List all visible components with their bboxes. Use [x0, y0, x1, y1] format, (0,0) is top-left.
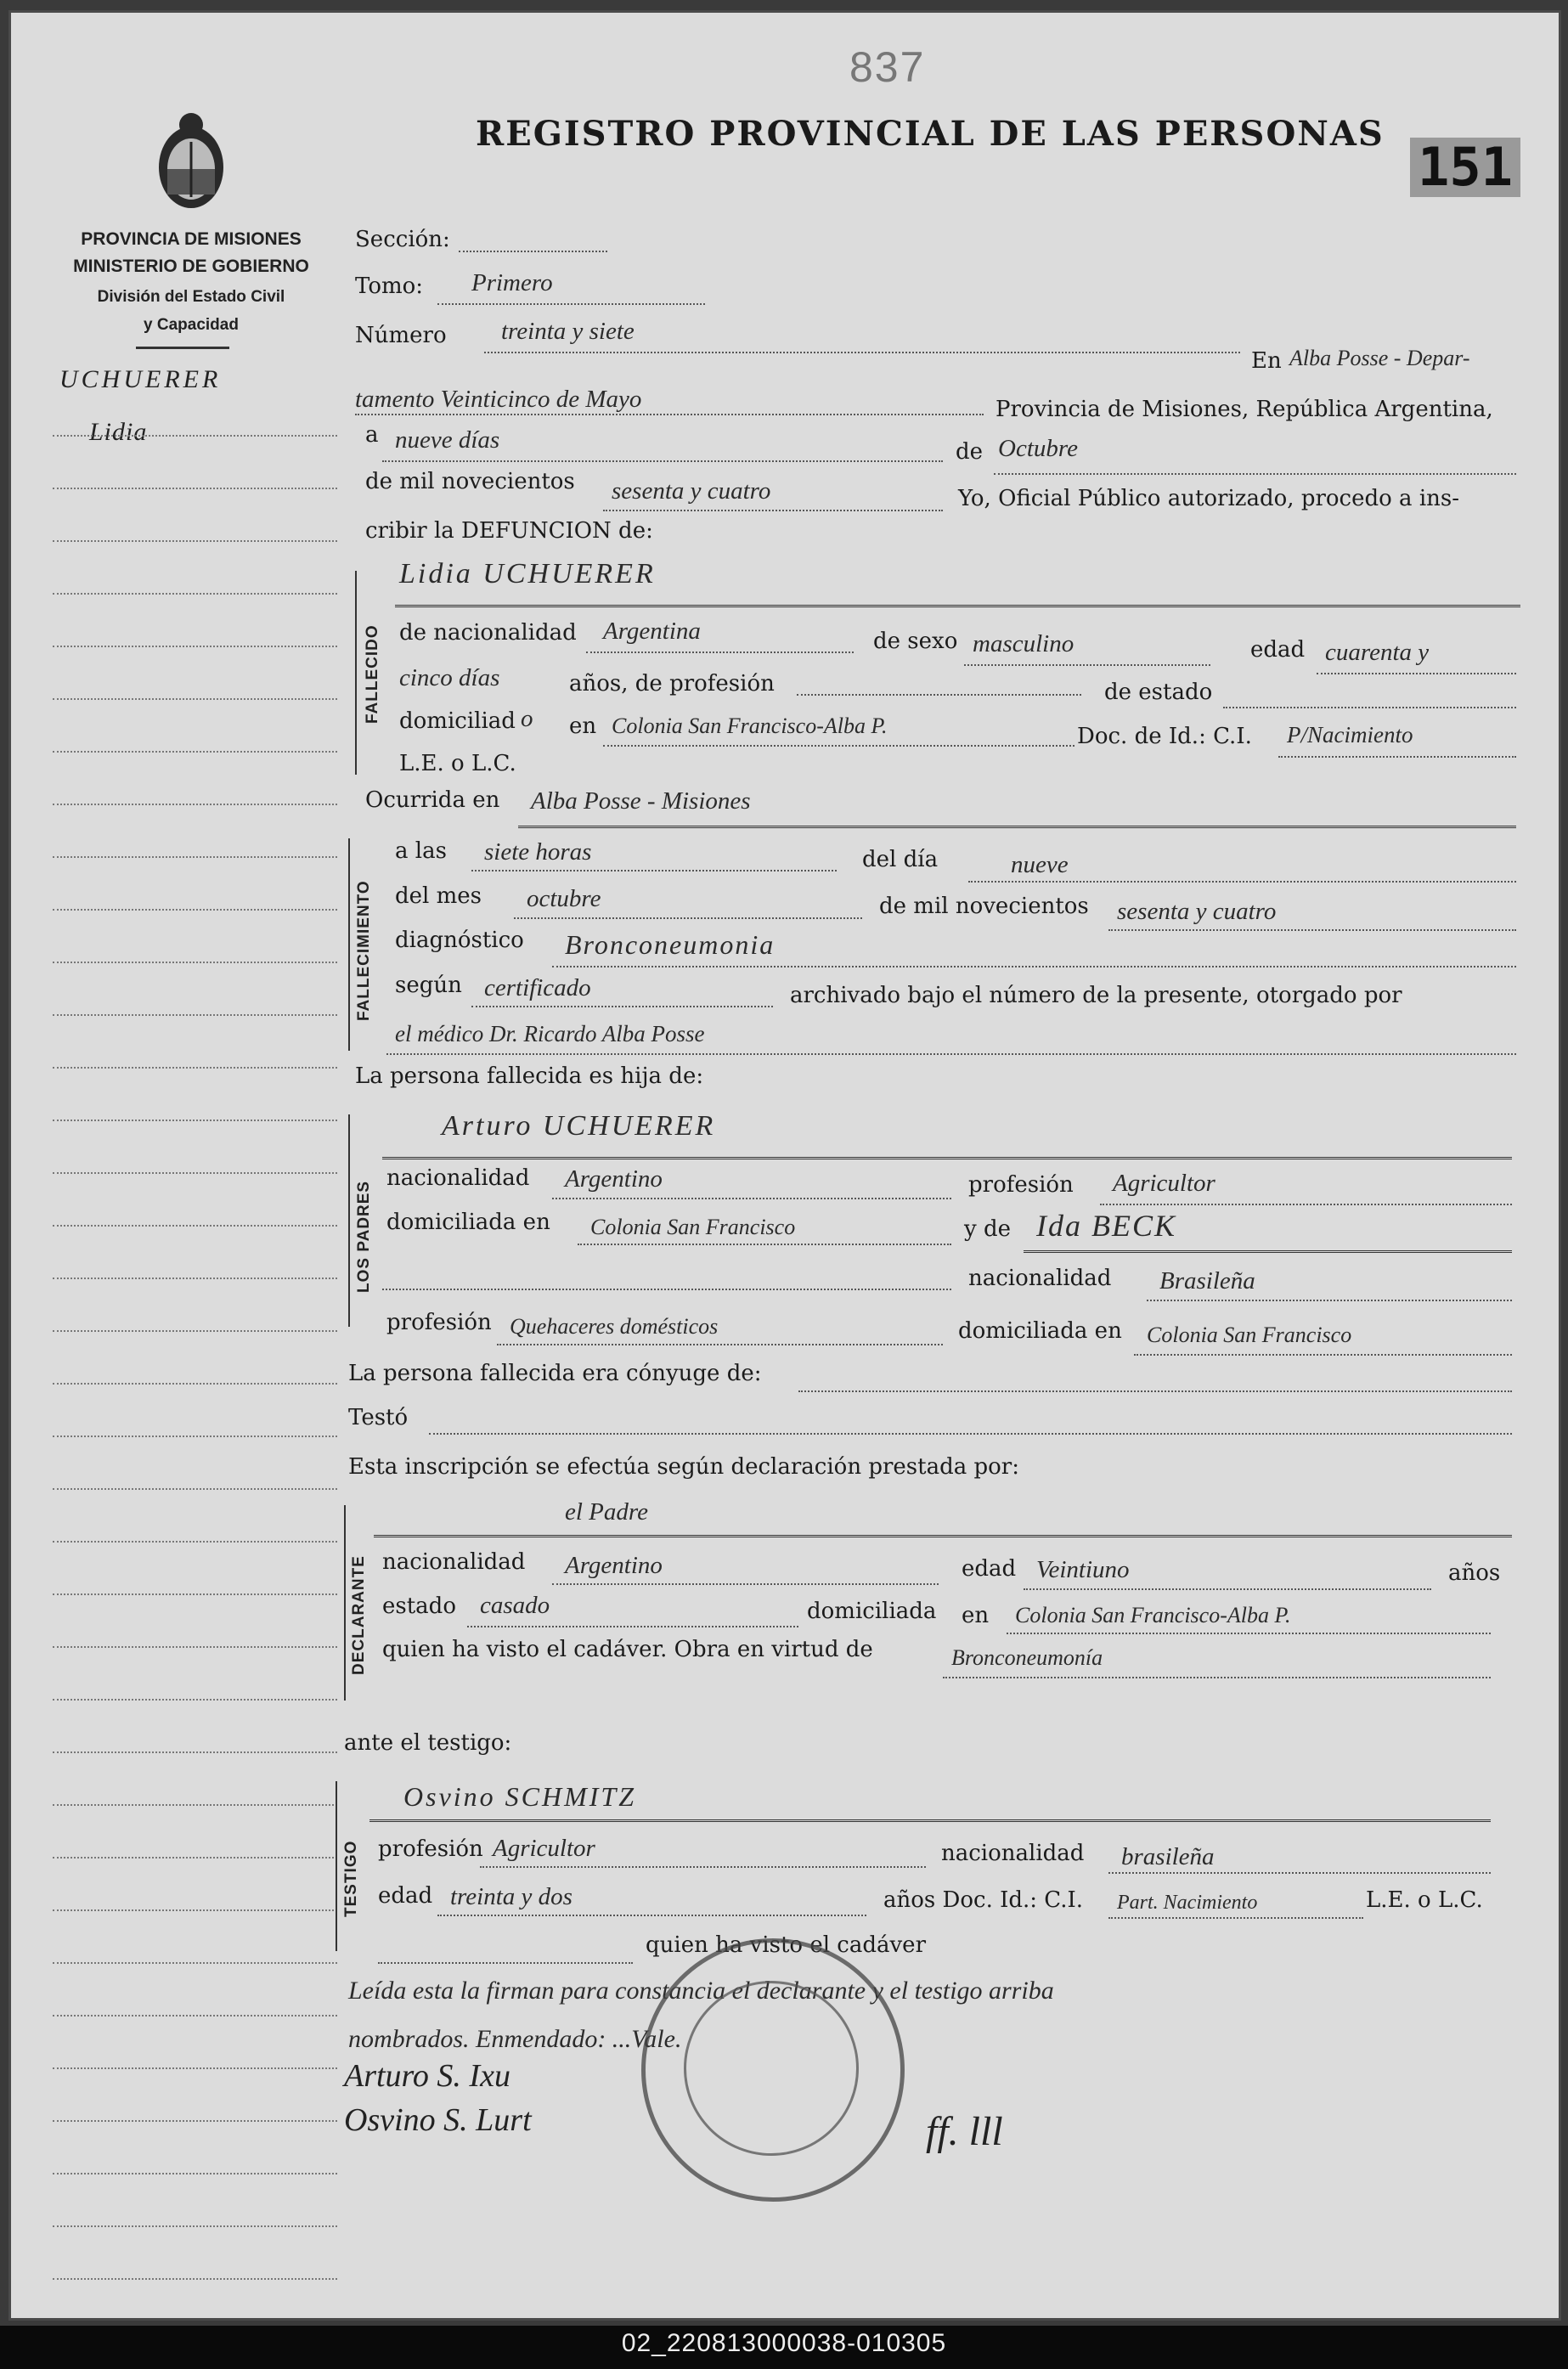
- seccion-label: Sección:: [355, 227, 450, 252]
- medico-field: [386, 1053, 1516, 1055]
- image-id-bar: [0, 2326, 1568, 2369]
- padre-domiciliada-label: domiciliada en: [386, 1210, 550, 1235]
- margin-rule-line: [53, 2067, 337, 2069]
- margin-rule-line: [53, 1593, 337, 1595]
- fallecido-nacionalidad-label: de nacionalidad: [399, 620, 577, 646]
- hora-value: siete horas: [484, 838, 592, 866]
- image-id-text: 02_220813000038-010305: [621, 2329, 947, 2357]
- fallecido-bracket: [355, 571, 357, 775]
- padre-nacionalidad-field: [552, 1198, 951, 1199]
- official-seal: [641, 1938, 905, 2202]
- padre-domiciliada-value: Colonia San Francisco: [590, 1215, 796, 1239]
- madre-name: Ida BECK: [1036, 1209, 1176, 1243]
- padre-name: Arturo UCHUERER: [442, 1110, 716, 1142]
- seal-inner-ring: [684, 1981, 859, 2156]
- declarante-edad-label: edad: [962, 1556, 1017, 1582]
- padre-domiciliada-field: [578, 1244, 951, 1245]
- margin-rule-line: [53, 593, 337, 595]
- margin-rule-line: [53, 1699, 337, 1701]
- testigo-name-rule: [369, 1819, 1491, 1822]
- declarante-bracket: [344, 1505, 346, 1701]
- inscribir-text: cribir la DEFUNCION de:: [365, 518, 653, 544]
- diagnostico-value: Bronconeumonia: [565, 929, 776, 960]
- declarante-nacionalidad-value: Argentino: [565, 1552, 663, 1579]
- testigo-profesion-label: profesión: [378, 1836, 483, 1862]
- certificate-page: [8, 10, 1561, 2321]
- ocurrida-value: Alba Posse - Misiones: [531, 787, 751, 815]
- numero-field: [484, 352, 1240, 353]
- padres-blank-field: [382, 1289, 951, 1290]
- ocurrida-rule: [518, 826, 1516, 828]
- declarante-nacionalidad-field: [552, 1583, 939, 1585]
- testo-label: Testó: [348, 1405, 409, 1430]
- month-value: Octubre: [998, 435, 1078, 462]
- closing-line1: Leída esta la firman para constancia el declarante y el testigo arriba: [348, 1977, 1054, 2005]
- tomo-field: [437, 303, 705, 305]
- testigo-nacionalidad-field: [1108, 1872, 1491, 1874]
- provincia-text: Provincia de Misiones, República Argentina,: [996, 397, 1493, 422]
- margin-rule-line: [53, 2015, 337, 2016]
- testigo-section-label: TESTIGO: [342, 1840, 360, 1917]
- testigo-doc-field: [1108, 1917, 1363, 1919]
- declarante-name-rule: [374, 1535, 1512, 1537]
- fallecido-domicilio-value: Colonia San Francisco-Alba P.: [612, 714, 888, 738]
- ocurrida-label: Ocurrida en: [365, 787, 500, 813]
- fallecido-domiciliado-label: domiciliad: [399, 708, 516, 734]
- padre-profesion-field: [1100, 1204, 1512, 1205]
- fallecido-profesion-field: [797, 694, 1081, 696]
- en-value: Alba Posse - Depar-: [1289, 346, 1470, 370]
- tomo-label: Tomo:: [355, 274, 424, 299]
- fallecimiento-section-label: FALLECIMIENTO: [355, 880, 373, 1021]
- fallecido-edad-value: cuarenta y: [1325, 639, 1430, 666]
- month-field: [994, 473, 1516, 475]
- signature-oficial: ff. lll: [926, 2109, 1003, 2154]
- fallecido-name-rule: [395, 605, 1520, 607]
- declarante-estado-value: casado: [480, 1592, 550, 1619]
- padres-bracket: [348, 1114, 350, 1327]
- declarante-domiciliada-label: domiciliada: [807, 1599, 937, 1624]
- declarante-section-label: DECLARANTE: [350, 1555, 368, 1675]
- margin-surname: UCHUERER: [59, 365, 222, 393]
- madre-name-rule: [1024, 1250, 1512, 1253]
- margin-rule-line: [53, 1436, 337, 1437]
- signature-declarante: Arturo S. Ixu: [344, 2058, 510, 2094]
- madre-profesion-label: profesión: [386, 1310, 492, 1335]
- fallecido-edad-field: [1317, 673, 1516, 674]
- margin-rule-line: [53, 1751, 337, 1753]
- fallecido-estado-label: de estado: [1104, 680, 1213, 705]
- testigo-le-label: L.E. o L.C.: [1366, 1887, 1483, 1913]
- segun-field: [471, 1006, 773, 1007]
- del-dia-label: del día: [862, 847, 939, 872]
- madre-domiciliada-field: [1134, 1354, 1512, 1356]
- declarante-name: el Padre: [565, 1498, 648, 1526]
- margin-rule-line: [53, 1330, 337, 1332]
- declarante-edad-value: Veintiuno: [1036, 1556, 1130, 1583]
- margin-given-name: Lidia: [89, 418, 148, 446]
- margin-rule-line: [53, 1488, 337, 1490]
- margin-rule-line: [53, 804, 337, 805]
- fallecido-doc-field: [1278, 756, 1516, 758]
- fallecido-name: Lidia UCHUERER: [399, 558, 656, 589]
- department-value: tamento Veinticinco de Mayo: [355, 386, 642, 413]
- fallecido-doc-value: P/Nacimiento: [1287, 722, 1413, 747]
- closing-line2: nombrados. Enmendado: ...Vale.: [348, 2025, 682, 2053]
- declarante-visto-value: Bronconeumonía: [951, 1645, 1103, 1670]
- testigo-anos-doc-label: años Doc. Id.: C.I.: [883, 1887, 1084, 1913]
- archivado-text: archivado bajo el número de la presente, otorgado por: [790, 983, 1402, 1008]
- testigo-edad-field: [437, 1915, 866, 1916]
- margin-rule-line: [53, 1909, 337, 1911]
- testigo-nacionalidad-label: nacionalidad: [941, 1841, 1085, 1866]
- padre-profesion-label: profesión: [968, 1172, 1074, 1198]
- day-field: [382, 460, 943, 462]
- document-title: REGISTRO PROVINCIAL DE LAS PERSONAS: [476, 114, 1385, 154]
- conyuge-field: [798, 1390, 1512, 1392]
- declarante-domicilio-field: [1007, 1633, 1491, 1634]
- declarante-intro: Esta inscripción se efectúa según declaración prestada por:: [348, 1454, 1019, 1480]
- margin-rule-line: [53, 1541, 337, 1543]
- de-label: de: [956, 439, 984, 465]
- margin-rule-line: [53, 962, 337, 963]
- mes-field: [514, 917, 862, 919]
- margin-rule-line: [53, 1962, 337, 1964]
- testigo-visto-text: quien ha visto el cadáver: [646, 1932, 927, 1958]
- tomo-value: Primero: [471, 269, 553, 296]
- margin-rule-line: [53, 646, 337, 647]
- margin-rule-line: [53, 1120, 337, 1121]
- padre-nacionalidad-value: Argentino: [565, 1165, 663, 1193]
- margin-rule-line: [53, 1172, 337, 1174]
- numero-value: treinta y siete: [501, 318, 635, 345]
- madre-domiciliada-label: domiciliada en: [958, 1318, 1122, 1344]
- act-number-stamp: 151: [1410, 138, 1520, 197]
- day-value: nueve días: [395, 426, 500, 454]
- fallecido-doc-label: Doc. de Id.: C.I.: [1077, 724, 1252, 749]
- testigo-doc-value: Part. Nacimiento: [1117, 1892, 1258, 1914]
- org-province: PROVINCIA DE MISIONES: [81, 229, 302, 249]
- fallecido-nacionalidad-field: [586, 651, 854, 653]
- testigo-intro: ante el testigo:: [344, 1730, 512, 1756]
- mes-value: octubre: [527, 885, 601, 912]
- margin-rule-line: [53, 1225, 337, 1227]
- margin-rule-line: [53, 751, 337, 753]
- testigo-edad-value: treinta y dos: [450, 1883, 572, 1910]
- del-mes-label: del mes: [395, 883, 482, 909]
- year-prefix: de mil novecientos: [365, 469, 575, 494]
- org-division: División del Estado Civil: [97, 288, 285, 306]
- year-value: sesenta y cuatro: [612, 477, 771, 505]
- diagnostico-label: diagnóstico: [395, 928, 524, 953]
- org-divider: [136, 347, 229, 349]
- dia-field: [968, 881, 1516, 883]
- segun-value: certificado: [484, 974, 591, 1001]
- fallecido-nacionalidad-value: Argentina: [603, 618, 701, 645]
- fallecido-en-label: en: [569, 714, 597, 739]
- madre-domiciliada-value: Colonia San Francisco: [1147, 1323, 1352, 1347]
- testigo-name: Osvino SCHMITZ: [403, 1781, 637, 1812]
- a-las-label: a las: [395, 838, 447, 864]
- margin-rule-line: [53, 2278, 337, 2280]
- margin-rule-line: [53, 1014, 337, 1016]
- fall-anio-field: [1108, 929, 1516, 931]
- declarante-anos-label: años: [1448, 1560, 1501, 1586]
- padres-section-label: LOS PADRES: [355, 1180, 373, 1293]
- madre-nacionalidad-label: nacionalidad: [968, 1266, 1112, 1291]
- department-field: [355, 414, 984, 415]
- madre-profesion-field: [497, 1344, 943, 1345]
- testigo-profesion-value: Agricultor: [493, 1835, 595, 1862]
- fall-anio-label: de mil novecientos: [879, 894, 1089, 919]
- fallecido-edad-label: edad: [1250, 637, 1306, 663]
- margin-rule-line: [53, 1804, 337, 1806]
- margin-rule-line: [53, 488, 337, 489]
- org-ministry: MINISTERIO DE GOBIERNO: [73, 257, 309, 276]
- fallecido-anos-label: años, de profesión: [569, 671, 775, 697]
- margin-rule-line: [53, 1278, 337, 1279]
- segun-label: según: [395, 973, 462, 998]
- testo-field: [429, 1433, 1512, 1435]
- declarante-domicilio-value: Colonia San Francisco-Alba P.: [1015, 1603, 1291, 1627]
- declarante-visto-field: [943, 1677, 1491, 1678]
- fallecido-domiciliado-suffix: o: [521, 705, 533, 732]
- fall-anio-value: sesenta y cuatro: [1117, 898, 1277, 925]
- declarante-estado-label: estado: [382, 1593, 456, 1619]
- madre-nacionalidad-value: Brasileña: [1159, 1267, 1255, 1294]
- margin-rule-line: [53, 2225, 337, 2227]
- margin-rule-line: [53, 540, 337, 542]
- dia-value: nueve: [1011, 851, 1069, 878]
- margin-rule-line: [53, 1646, 337, 1648]
- margin-rule-line: [53, 2173, 337, 2174]
- coat-of-arms-icon: [149, 91, 234, 218]
- testigo-blank-field: [378, 1962, 633, 1964]
- org-capacity: y Capacidad: [144, 316, 239, 334]
- margin-rule-line: [53, 2120, 337, 2122]
- margin-rule-line: [53, 856, 337, 858]
- signature-testigo: Osvino S. Lurt: [344, 2102, 532, 2138]
- fallecido-sexo-value: masculino: [973, 630, 1074, 657]
- numero-label: Número: [355, 323, 447, 348]
- oficial-text: Yo, Oficial Público autorizado, procedo a ins-: [958, 486, 1460, 511]
- seccion-field: [459, 251, 607, 252]
- padre-nacionalidad-label: nacionalidad: [386, 1165, 530, 1191]
- declarante-nacionalidad-label: nacionalidad: [382, 1549, 526, 1575]
- pencil-page-number: 837: [849, 43, 926, 91]
- a-label: a: [365, 422, 379, 448]
- margin-rule-line: [53, 435, 337, 437]
- margin-rule-line: [53, 909, 337, 911]
- faint-official-stamp: [943, 2189, 1249, 2265]
- conyuge-label: La persona fallecida era cónyuge de:: [348, 1361, 762, 1386]
- padre-name-rule: [382, 1157, 1512, 1159]
- fallecido-domicilio-field: [603, 745, 1074, 747]
- fallecido-sexo-field: [964, 664, 1210, 666]
- fallecido-le-label: L.E. o L.C.: [399, 751, 516, 776]
- year-field: [603, 510, 943, 511]
- padre-profesion-value: Agricultor: [1113, 1170, 1215, 1197]
- margin-rule-line: [53, 1383, 337, 1385]
- declarante-visto-text: quien ha visto el cadáver. Obra en virtud de: [382, 1637, 873, 1662]
- fallecido-sexo-label: de sexo: [873, 629, 958, 654]
- margin-rule-line: [53, 1067, 337, 1069]
- margin-rule-line: [53, 698, 337, 700]
- testigo-edad-label: edad: [378, 1883, 433, 1909]
- y-de-label: y de: [964, 1216, 1011, 1242]
- declarante-en-label: en: [962, 1603, 990, 1628]
- padres-intro: La persona fallecida es hija de:: [355, 1063, 704, 1089]
- fallecimiento-bracket: [348, 838, 350, 1051]
- testigo-bracket: [336, 1781, 337, 1951]
- fallecido-section-label: FALLECIDO: [364, 624, 381, 724]
- medico-value: el médico Dr. Ricardo Alba Posse: [395, 1021, 705, 1046]
- declarante-estado-field: [467, 1626, 798, 1627]
- margin-rule-line: [53, 1857, 337, 1859]
- fallecido-estado-field: [1223, 707, 1516, 708]
- madre-profesion-value: Quehaceres domésticos: [510, 1314, 719, 1339]
- madre-nacionalidad-field: [1147, 1300, 1512, 1301]
- fallecido-edad-value2: cinco días: [399, 664, 500, 691]
- testigo-profesion-field: [480, 1866, 926, 1868]
- testigo-nacionalidad-value: brasileña: [1121, 1843, 1215, 1870]
- hora-field: [471, 870, 837, 871]
- en-label: En: [1251, 348, 1282, 374]
- declarante-edad-field: [1024, 1588, 1431, 1590]
- diagnostico-field: [552, 966, 1516, 967]
